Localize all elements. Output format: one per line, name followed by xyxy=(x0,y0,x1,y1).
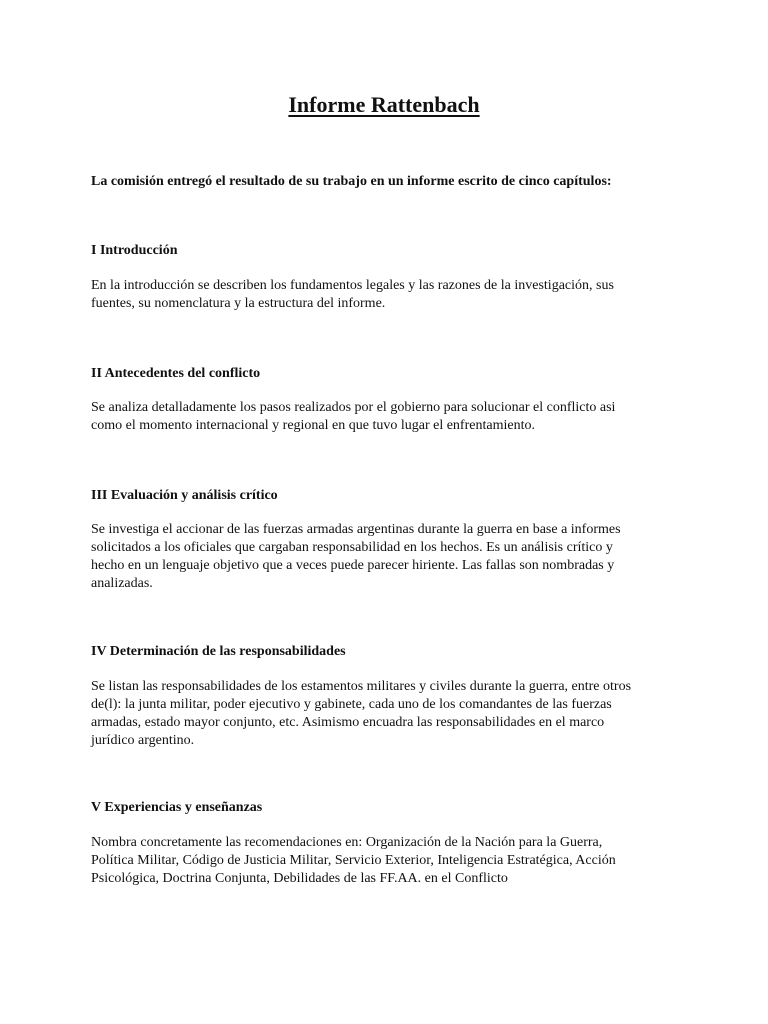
section-body-experiencias xyxy=(91,834,663,888)
section-body-evaluacion xyxy=(91,521,663,593)
text-line: como el momento internacional y regional en que tuvo lugar el enfrentamiento. xyxy=(91,418,535,433)
text-line: Se investiga el accionar de las fuerzas armadas argentinas durante la guerra en base a informes xyxy=(91,522,621,537)
text-line: Política Militar, Código de Justicia Militar, Servicio Exterior, Inteligencia Estratégica, Acción xyxy=(91,853,616,868)
text-line: analizadas. xyxy=(91,576,153,591)
section-body-introduccion xyxy=(91,277,663,313)
section-heading-experiencias: V Experiencias y enseñanzas xyxy=(91,800,263,815)
document-title: Informe Rattenbach xyxy=(288,92,480,117)
text-line: En la introducción se describen los fundamentos legales y las razones de la investigación, sus xyxy=(91,278,614,293)
text-line: Se listan las responsabilidades de los estamentos militares y civiles durante la guerra, entre otros xyxy=(91,679,632,694)
section-heading-antecedentes: II Antecedentes del conflicto xyxy=(91,366,261,381)
section-body-antecedentes xyxy=(91,399,663,435)
text-line: Nombra concretamente las recomendaciones en: Organización de la Nación para la Guerra, xyxy=(91,835,603,850)
section-heading-introduccion: I Introducción xyxy=(91,243,178,258)
text-line: jurídico argentino. xyxy=(91,733,195,748)
section-heading-responsabilidades: IV Determinación de las responsabilidades xyxy=(91,644,346,659)
text-line: solicitados a los oficiales que cargaban responsabilidad en los hechos. Es un análisis crítico y xyxy=(91,540,613,555)
text-line: armadas, estado mayor conjunto, etc. Asimismo encuadra las responsabilidades en el marco xyxy=(91,715,605,730)
lead-paragraph: La comisión entregó el resultado de su trabajo en un informe escrito de cinco capítulos: xyxy=(91,174,612,189)
text-line: hecho en un lenguaje objetivo que a veces puede parecer hiriente. Las fallas son nombradas y xyxy=(91,558,615,573)
text-line: fuentes, su nomenclatura y la estructura del informe. xyxy=(91,296,386,311)
text-line: Se analiza detalladamente los pasos realizados por el gobierno para solucionar el conflicto asi xyxy=(91,400,616,415)
section-body-responsabilidades xyxy=(91,678,663,750)
section-heading-evaluacion: III Evaluación y análisis crítico xyxy=(91,488,278,503)
text-line: Psicológica, Doctrina Conjunta, Debilidades de las FF.AA. en el Conflicto xyxy=(91,871,508,886)
text-line: de(l): la junta militar, poder ejecutivo y gabinete, cada uno de los comandantes de las fuerzas xyxy=(91,697,612,712)
